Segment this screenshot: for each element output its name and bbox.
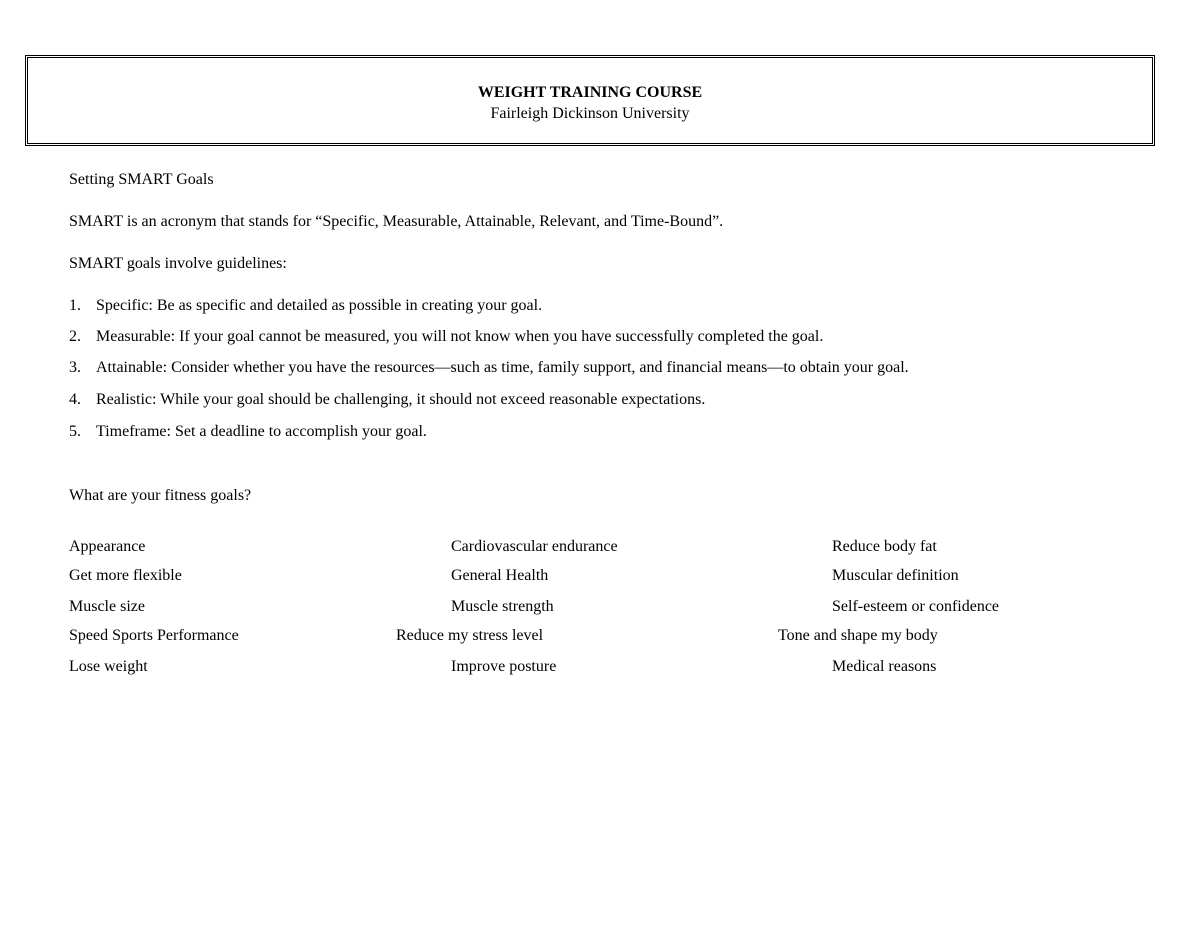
goal-item: Tone and shape my body bbox=[778, 627, 938, 644]
list-item bbox=[69, 296, 542, 316]
goal-item: Appearance bbox=[69, 538, 146, 555]
goal-item: Self-esteem or confidence bbox=[832, 598, 1000, 615]
document-title: WEIGHT TRAINING COURSE bbox=[477, 84, 703, 101]
list-item bbox=[69, 390, 705, 410]
list-item bbox=[69, 358, 909, 378]
list-text: Realistic: While your goal should be challenging, it should not exceed reasonable expectations. bbox=[96, 391, 706, 408]
goal-item: Lose weight bbox=[69, 658, 148, 675]
header-box bbox=[25, 55, 1155, 146]
guidelines-heading: SMART goals involve guidelines: bbox=[69, 255, 287, 272]
goal-item: Medical reasons bbox=[832, 658, 937, 675]
section-heading: Setting SMART Goals bbox=[69, 171, 214, 188]
list-number: 2. bbox=[69, 328, 81, 345]
list-item bbox=[69, 327, 823, 347]
goal-item: Muscle size bbox=[69, 598, 145, 615]
list-text: Specific: Be as specific and detailed as possible in creating your goal. bbox=[96, 297, 543, 314]
list-number: 1. bbox=[69, 297, 81, 314]
list-text: Attainable: Consider whether you have the resources—such as time, family support, and financial means—to obtain your goal. bbox=[96, 359, 909, 376]
goal-item: Muscular definition bbox=[832, 567, 959, 584]
goal-item: General Health bbox=[451, 567, 549, 584]
document-subtitle: Fairleigh Dickinson University bbox=[490, 105, 690, 122]
goal-item: Reduce body fat bbox=[832, 538, 937, 555]
fitness-question: What are your fitness goals? bbox=[69, 487, 252, 504]
list-number: 3. bbox=[69, 359, 81, 376]
intro-paragraph: SMART is an acronym that stands for “Specific, Measurable, Attainable, Relevant, and Time-Bound”. bbox=[69, 213, 724, 230]
list-text: Measurable: If your goal cannot be measured, you will not know when you have successfully completed the goal. bbox=[96, 328, 824, 345]
goal-item: Speed Sports Performance bbox=[69, 627, 239, 644]
goal-item: Get more flexible bbox=[69, 567, 182, 584]
goal-item: Cardiovascular endurance bbox=[451, 538, 618, 555]
list-item bbox=[69, 422, 427, 442]
goal-item: Improve posture bbox=[451, 658, 557, 675]
goal-item: Muscle strength bbox=[451, 598, 554, 615]
goal-item: Reduce my stress level bbox=[396, 627, 544, 644]
list-text: Timeframe: Set a deadline to accomplish your goal. bbox=[96, 423, 427, 440]
list-number: 4. bbox=[69, 391, 81, 408]
list-number: 5. bbox=[69, 423, 81, 440]
